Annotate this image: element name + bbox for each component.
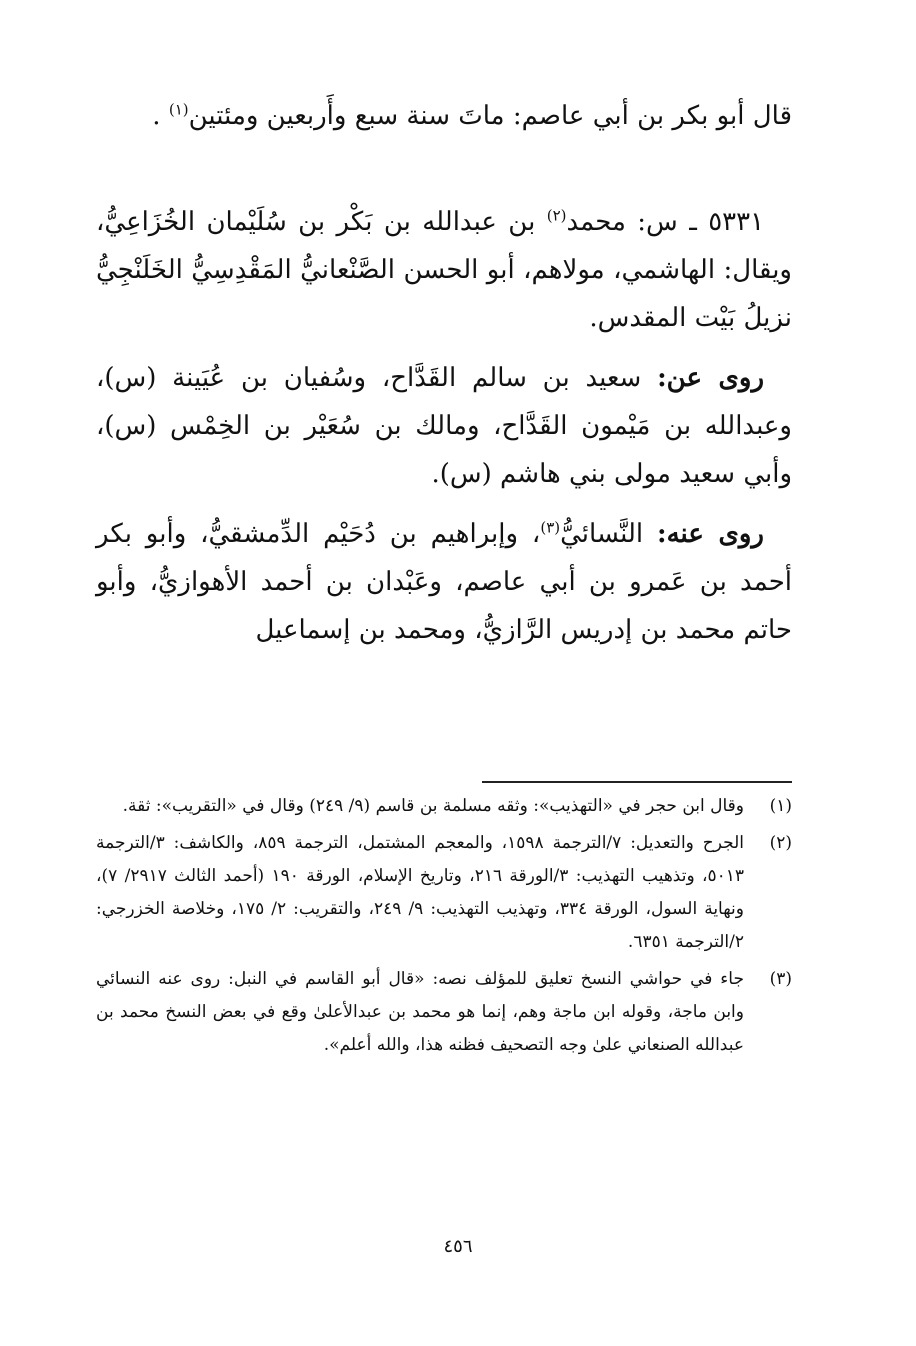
main-text <box>96 92 792 654</box>
closing-paragraph <box>96 92 792 140</box>
closing-paragraph-text: قال أبو بكر بن أبي عاصم: ماتَ سنة سبع وأَربعين ومئتين <box>188 101 792 131</box>
narrated-from-text: سعيد بن سالم القَدَّاح، وسُفيان بن عُيَينة (س)، وعبدالله بن مَيْمون القَدَّاح، ومالك بن سُعَيْر بن الخِمْس (س)، وأبي سعيد مولى بني هاشم (س). <box>96 363 792 489</box>
paragraph-gap <box>96 342 792 354</box>
footnote-separator <box>482 781 792 783</box>
footnote-number: (٢) <box>769 833 792 853</box>
entry-dash: ـ <box>689 207 697 237</box>
footnotes <box>96 790 792 1066</box>
footnote-number: (٣) <box>769 969 792 989</box>
narrated-by-paragraph <box>96 510 792 654</box>
footnote-text: الجرح والتعديل: ٧/الترجمة ١٥٩٨، والمعجم المشتمل، الترجمة ٨٥٩، والكاشف: ٣/الترجمة ٥٠١٣، وتذهيب التهذيب: ٣/الورقة ٢١٦، وتاريخ الإسلام، الورقة ١٩٠ (أحمد الثالث ٢٩١٧/ ٧)، ونهاية السول، الورقة ٣٣٤، وتهذيب التهذيب: ٩/ ٢٤٩، والتقريب: ٢/ ١٧٥، وخلاصة الخزرجي: ٢/الترجمة ٦٣٥١. <box>96 833 745 952</box>
footnote-text: وقال ابن حجر في «التهذيب»: وثقه مسلمة بن قاسم (٩/ ٢٤٩) وقال في «التقريب»: ثقة. <box>122 796 744 816</box>
narrated-by-text: ، وإبراهيم بن دُحَيْم الدِّمشقيُّ، وأبو بكر أحمد بن عَمرو بن أبي عاصم، وعَبْدان بن أحمد الأهوازيُّ، وأبو حاتم محمد بن إدريس الرَّازيُّ، ومحمد بن إسماعيل <box>96 519 792 645</box>
entry-text: بن عبدالله بن بَكْر بن سُلَيْمان الخُزَاعِيُّ، ويقال: الهاشمي، مولاهم، أبو الحسن الصَّنْعانيُّ المَقْدِسِيُّ الخَلَنْجِيُّ نزيلُ بَيْت المقدس. <box>96 207 792 333</box>
entry-code: س: <box>637 207 678 237</box>
closing-paragraph-end: . <box>152 101 161 131</box>
footnote-ref-1: (١) <box>168 100 189 119</box>
narrated-by-first: النَّسائيُّ <box>560 519 644 549</box>
footnote-3 <box>96 963 792 1062</box>
footnote-ref-2: (٢) <box>546 206 567 225</box>
footnote-1 <box>96 790 792 823</box>
section-gap <box>96 140 792 198</box>
footnote-ref-3: (٣) <box>540 518 561 537</box>
footnote-text: جاء في حواشي النسخ تعليق للمؤلف نصه: «قال أبو القاسم في النبل: روى عنه النسائي وابن ماجة، وقوله ابن ماجة وهم، إنما هو محمد بن عبدالأعلىٰ وقع في بعض النسخ محمد بن عبدالله الصنعاني علىٰ وجه التصحيف فظنه هذا، والله أعلم». <box>96 969 744 1055</box>
footnote-number: (١) <box>769 796 792 816</box>
narrated-from-label: روى عن: <box>657 363 764 393</box>
footnote-2 <box>96 827 792 959</box>
narrated-from-paragraph <box>96 354 792 498</box>
entry-number: ٥٣٣١ <box>708 207 765 237</box>
entry-name: محمد <box>566 207 626 237</box>
biography-entry <box>96 198 792 342</box>
narrated-by-label: روى عنه: <box>656 519 764 549</box>
page-number: ٤٥٦ <box>443 1236 473 1257</box>
paragraph-gap <box>96 498 792 510</box>
